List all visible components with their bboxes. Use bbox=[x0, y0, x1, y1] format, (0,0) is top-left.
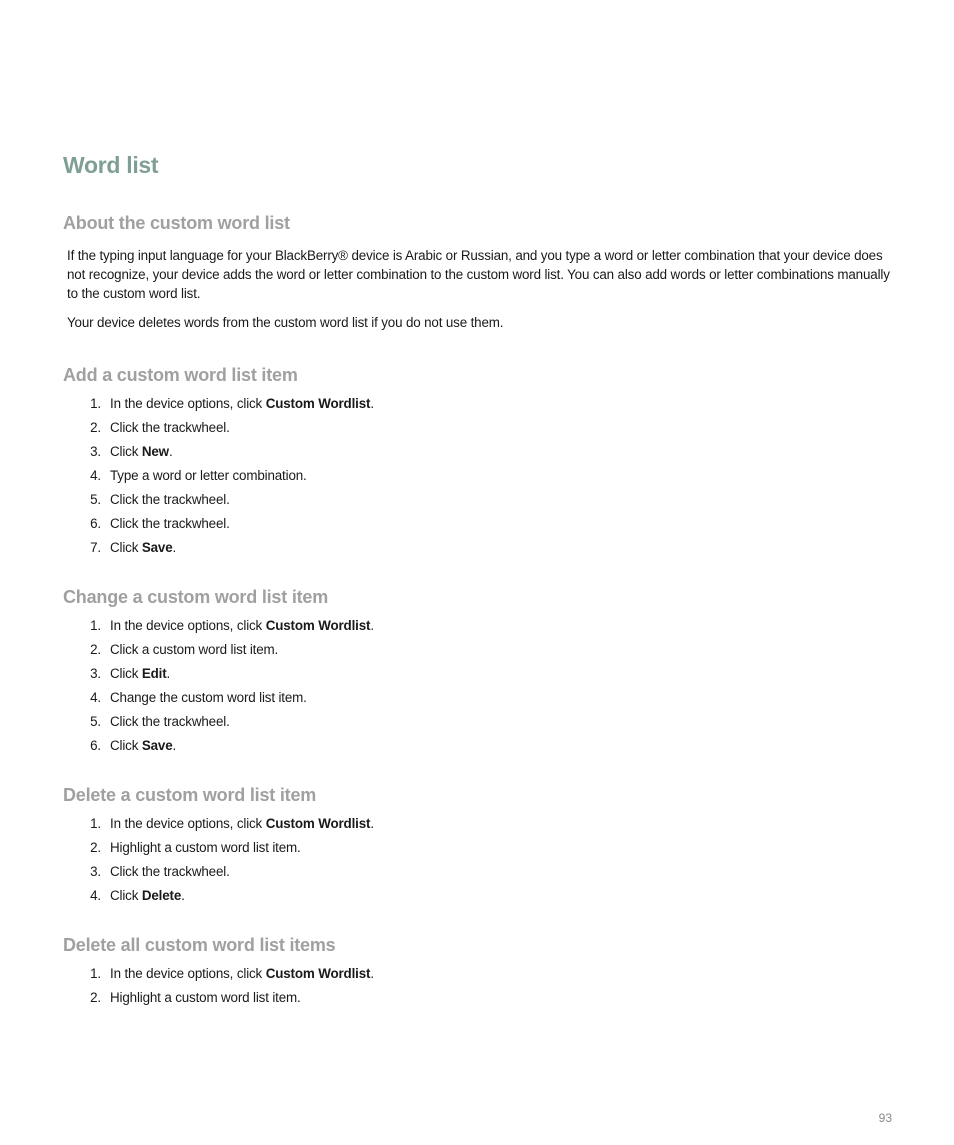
step-text: Type a word or letter combination. bbox=[110, 468, 307, 483]
step-number: 6. bbox=[90, 738, 101, 753]
step-text: . bbox=[181, 888, 185, 903]
step-number: 4. bbox=[90, 468, 101, 483]
step-bold-text: New bbox=[141, 444, 169, 459]
step-number: 4. bbox=[90, 690, 101, 705]
step-list bbox=[63, 962, 893, 1010]
step-number: 2. bbox=[90, 840, 101, 855]
step-text: Click bbox=[110, 444, 142, 459]
step-item bbox=[63, 488, 893, 512]
step-item bbox=[63, 512, 893, 536]
step-text: . bbox=[370, 966, 374, 981]
step-item bbox=[63, 884, 893, 908]
step-number: 1. bbox=[90, 966, 101, 981]
section-heading: Add a custom word list item bbox=[63, 365, 298, 385]
step-item bbox=[63, 836, 893, 860]
step-item bbox=[63, 686, 893, 710]
step-number: 3. bbox=[90, 666, 101, 681]
paragraph: If the typing input language for your BlackBerry® device is Arabic or Russian, and you type a word or letter combination that your device does not recognize, your device adds the word or letter combination to the custom word list. You can also add words or letter combinations manually to the custom word list. bbox=[67, 248, 890, 301]
page-number: 93 bbox=[878, 1111, 892, 1125]
step-item bbox=[63, 986, 893, 1010]
step-item bbox=[63, 464, 893, 488]
step-number: 1. bbox=[90, 618, 101, 633]
page-title: Word list bbox=[63, 152, 159, 178]
step-item bbox=[63, 614, 893, 638]
step-number: 2. bbox=[90, 990, 101, 1005]
step-number: 7. bbox=[90, 540, 101, 555]
step-item bbox=[63, 662, 893, 686]
step-text: In the device options, click bbox=[110, 396, 266, 411]
section-heading: Delete a custom word list item bbox=[63, 785, 317, 805]
step-number: 1. bbox=[90, 396, 101, 411]
step-bold-text: Save bbox=[141, 738, 173, 753]
step-text: Highlight a custom word list item. bbox=[110, 990, 301, 1005]
step-text: . bbox=[172, 540, 177, 555]
step-item bbox=[63, 734, 893, 758]
step-text: Click the trackwheel. bbox=[110, 864, 230, 879]
section-about-custom-word-list bbox=[63, 213, 893, 332]
step-text: Click a custom word list item. bbox=[110, 642, 279, 657]
step-list bbox=[63, 614, 893, 758]
step-number: 5. bbox=[90, 714, 101, 729]
paragraph: Your device deletes words from the custom word list if you do not use them. bbox=[67, 315, 504, 330]
step-item bbox=[63, 638, 893, 662]
step-bold-text: Custom Wordlist bbox=[265, 396, 371, 411]
section-heading: About the custom word list bbox=[63, 213, 290, 233]
step-text: . bbox=[172, 738, 177, 753]
step-item bbox=[63, 440, 893, 464]
step-bold-text: Save bbox=[141, 540, 173, 555]
step-text: Click the trackwheel. bbox=[110, 492, 230, 507]
step-text: Click the trackwheel. bbox=[110, 516, 230, 531]
step-item bbox=[63, 812, 893, 836]
step-item bbox=[63, 860, 893, 884]
step-number: 2. bbox=[90, 642, 101, 657]
step-number: 4. bbox=[90, 888, 101, 903]
step-text: In the device options, click bbox=[110, 966, 266, 981]
step-number: 3. bbox=[90, 864, 101, 879]
step-text: Click the trackwheel. bbox=[110, 714, 230, 729]
step-text: . bbox=[166, 666, 171, 681]
step-bold-text: Edit bbox=[141, 666, 167, 681]
step-bold-text: Delete bbox=[141, 888, 182, 903]
section-heading: Delete all custom word list items bbox=[63, 935, 336, 955]
step-text: Click the trackwheel. bbox=[110, 420, 230, 435]
step-item bbox=[63, 392, 893, 416]
section-add-custom-word-list-item bbox=[63, 365, 893, 560]
section-delete-all-custom-word-list-items bbox=[63, 935, 893, 1010]
step-item bbox=[63, 536, 893, 560]
step-text: Change the custom word list item. bbox=[110, 690, 307, 705]
step-item bbox=[63, 416, 893, 440]
step-text: Highlight a custom word list item. bbox=[110, 840, 301, 855]
step-text: . bbox=[370, 396, 374, 411]
step-bold-text: Custom Wordlist bbox=[265, 618, 371, 633]
step-text: Click bbox=[110, 738, 142, 753]
step-text: Click bbox=[110, 666, 142, 681]
step-text: In the device options, click bbox=[110, 618, 266, 633]
step-number: 6. bbox=[90, 516, 101, 531]
step-text: Click bbox=[110, 888, 142, 903]
step-number: 1. bbox=[90, 816, 101, 831]
step-item bbox=[63, 710, 893, 734]
step-list bbox=[63, 392, 893, 560]
step-text: . bbox=[370, 816, 374, 831]
section-change-custom-word-list-item bbox=[63, 587, 893, 758]
step-text: . bbox=[370, 618, 374, 633]
step-text: Click bbox=[110, 540, 142, 555]
step-number: 2. bbox=[90, 420, 101, 435]
step-list bbox=[63, 812, 893, 908]
step-number: 3. bbox=[90, 444, 101, 459]
section-delete-custom-word-list-item bbox=[63, 785, 893, 908]
step-text: . bbox=[168, 444, 173, 459]
step-item bbox=[63, 962, 893, 986]
section-heading: Change a custom word list item bbox=[63, 587, 329, 607]
step-text: In the device options, click bbox=[110, 816, 266, 831]
step-bold-text: Custom Wordlist bbox=[265, 816, 371, 831]
step-bold-text: Custom Wordlist bbox=[265, 966, 371, 981]
step-number: 5. bbox=[90, 492, 101, 507]
